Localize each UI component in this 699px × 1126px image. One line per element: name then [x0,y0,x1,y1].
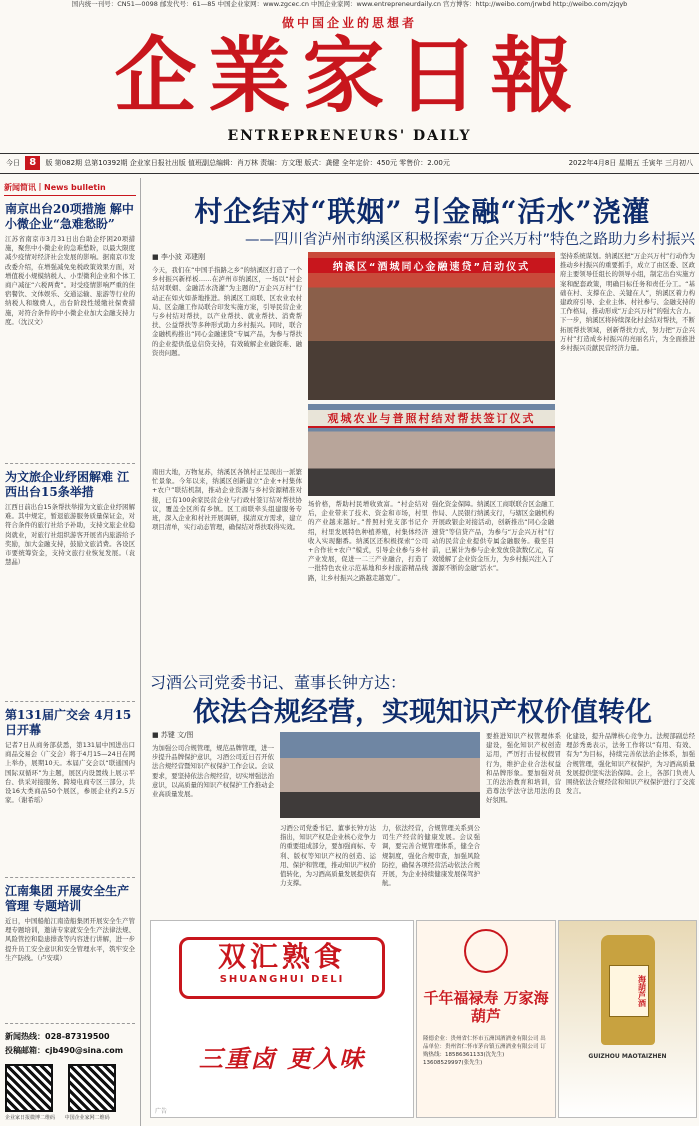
page-count-badge: 8 [25,156,40,170]
lead-headline[interactable]: 村企结对“联姻” 引金融“活水”浇灌 [194,195,651,228]
bulletin-title[interactable]: 南京出台20项措施 解中小微企业“急难愁盼” [5,202,134,231]
hulu-liquor-ad[interactable] [416,920,556,1118]
photo-banner: 观城农业与普照村结对帮扶签订仪式 [308,410,555,428]
news-bulletin-sidebar [0,178,141,1126]
ad-emblem-icon [464,929,508,973]
bulletin-title[interactable]: 江南集团 开展安全生产管理 专题培训 [5,884,130,913]
bulletin-item [0,470,140,695]
issue-info-bar [0,153,699,174]
second-column-4: 要推进知识产权管理体系建设，强化知识产权创造运用，严厉打击侵权假冒行为，维护企业合法权益和品牌形象。要加强对员工的法治教育和培训，营造尊法学法守法用法的良好氛围。 [486,732,561,805]
lead-column-3: 场价格，帮助村民增收致富。“村企结对后，企业带来了技术、资金和市场，村里的产业越来越好。”普照村党支部书记介绍，村里发展特色种植养殖，村集体经济收入实现翻番。纳溪区还积极探索“公司+合作社+农户”模式，引导企业参与乡村产业发展，促进一二三产业融合，打造了一批特色农业示范基地和乡村旅游精品线路，让乡村振兴之路越走越宽广。 [308,500,428,582]
qr-labels [5,1114,135,1121]
bulletin-item [0,202,140,457]
photo-banner: 纳溪区“酒城同心金融速贷”启动仪式 [308,258,555,273]
ad-brand-en: GUIZHOU MAOTAIZHEN [588,1053,667,1060]
second-photo [280,732,480,818]
ad-slogan: 三重卤 更入味 [198,1045,366,1073]
liquor-bottle-icon [601,935,655,1045]
bulletin-body: 江苏省南京市3月31日出台助企纾困20项措施，聚焦中小微企业的急难愁盼，以最大限度减少疫情对经济社会发展的影响。据南京市发改委介绍，在增强减免免税政策效果方面，对增值税小规模纳税人、小型微利企业和个体工商户减征“六税两费”。对受疫情影响严重的住宿餐饮、文体娱乐、交通运输、旅游等行业的纳税人和缴费人，出台阶段性缓缴社保费措施，对符合条件的中小微企业加大金融支持力度。（沈汉文） [5,235,135,326]
second-column-2: 习酒公司党委书记、董事长钟方达指出，知识产权是企业核心竞争力的重要组成部分，要加强商标、专利、版权等知识产权的创造、运用、保护和管理，推动知识产权价值转化，为习酒高质量发展提供有力支撑。 [280,824,376,888]
divider [5,877,135,878]
qr-code-icon[interactable] [68,1064,116,1112]
bulletin-body: 记者7日从商务部获悉，第131届中国进出口商品交易会（广交会）将于4月15—24日在网上举办，展期10天。本届广交会以“联通国内国际双循环”为主题，展区内设置线上展示平台、供采对接服务、跨境电商专区三部分，共设16大类商品50个展区，参展企业约2.5万家。（谢希瑶） [5,741,135,805]
lead-column-2: 南田大地，万物复苏，纳溪区各镇村正呈现出一派繁忙景象。今年以来，纳溪区创新建立“企业+村集体+农户”联结机制，推动企业资源与乡村资源精准对接，已有100余家民营企业与行政村签订结对帮扶协议，覆盖全区所有乡镇。区工商联牵头组建服务专班，深入企业和村社开展调研，摸清双方需求，建立项目清单，实行动态管理，确保结对帮扶取得实效。 [152,468,302,532]
ad-contact-info: 隆德企业：贵州省仁怀市五洲国酒酒业有限公司 出品单位：贵州省仁怀市茅台镇五洲酒业有限公司 订购热线：18586361133(沈先生) 13608529997(张先生) [423,1036,546,1066]
shuanghui-ad[interactable] [150,920,414,1118]
lead-subheadline: ——四川省泸州市纳溪区积极探索“万企兴万村”特色之路助力乡村振兴 [244,232,695,248]
second-headline[interactable]: 依法合规经营，实现知识产权价值转化 [193,697,652,728]
second-column-3: 力，依法经营，合规管理关系到公司生产经营的健康发展。会议强调，要完善合规管理体系，健全合规制度，强化合规审查，加强风险防控，确保各项经营活动依法合规开展，为企业持续健康发展保驾护航。 [382,824,480,888]
divider [5,463,135,464]
ad-logo-box [179,937,385,999]
submission-email[interactable]: 投稿邮箱：cjb490@sina.com [5,1046,124,1055]
second-column-5: 化建设，提升品牌核心竞争力。法规部副总经理彭秀勇表示，法务工作将以“有用、有效、有为”为目标，持续完善依法治企体系，加强合规管理，强化知识产权保护，为习酒高质量发展提供坚实法治保障。会上，各部门负责人围绕依法合规经营和知识产权保护进行了交流发言。 [566,732,695,796]
ad-slogan: 千年福禄寿 万家海葫芦 [423,989,549,1025]
masthead: 企業家日報 [114,28,585,124]
ad-tag: 广告 [155,1108,168,1115]
lead-photo-1 [308,252,555,400]
ad-brand-en: SHUANGHUI DELI [219,974,345,985]
issue-date: 2022年4月8日 星期五 壬寅年 三月初八 [568,159,693,167]
second-column-1: 为加强公司合规管理，规范品牌管理，进一步提升品牌保护意识，习酒公司近日召开依法合规经营暨知识产权保护工作会议。会议要求，要坚持依法合规经营，切实增强法治意识，以高质量的知识产权保护工作推动企业高质量发展。 [152,744,274,799]
issue-details: 版 第082期 总第10392期 企业家日报社出版 值班副总编辑：肖万林 责编：方文理 版式：龚健 全年定价：450元 零售价：2.00元 [45,159,450,167]
contact-info [5,1030,135,1058]
sidebar-header: 新闻简讯丨News bulletin [4,182,136,196]
masthead-english: ENTREPRENEURS' DAILY [227,128,472,144]
bulletin-title[interactable]: 为文旅企业纾困解难 江西出台15条举措 [5,470,130,499]
qr-label: 企业家日报微博二维码 [5,1115,56,1121]
second-byline: ■ 苏键 文/图 [152,731,194,739]
qr-code-icon[interactable] [5,1064,53,1112]
second-subheadline: 习酒公司党委书记、董事长钟方达： [150,673,407,692]
news-hotline: 新闻热线：028-87319500 [5,1032,110,1041]
lead-column-5: 坚持系统谋划。纳溪区把“万企兴万村”行动作为推动乡村振兴的重要抓手，成立了由区委、区政府主要领导任组长的领导小组，制定出台实施方案和配套政策，明确目标任务和责任分工。“基础在村、支撑在企、关键在人”，纳溪区着力构建政府引导、企业主体、村社参与、金融支持的工作格局，推动形成“万企兴万村”的强大合力。下一步，纳溪区将持续深化村企结对帮扶，不断拓展帮扶领域，创新帮扶方式，努力把“万企兴万村”打造成乡村振兴的亮丽名片，为全面推进乡村振兴贡献民营经济力量。 [560,252,695,353]
today-label: 今日 [6,159,20,167]
liquor-bottle-ad[interactable] [558,920,697,1118]
bulletin-item [0,708,140,871]
ad-brand-title: 双汇熟食 [217,940,346,973]
divider [5,701,135,702]
lead-column-4: 强化资金保障。纳溪区工商联联合区金融工作局、人民银行纳溪支行，与辖区金融机构开展政银企对接活动，创新推出“同心金融速贷”等信贷产品，为参与“万企兴万村”行动的民营企业提供专属金融服务。截至目前，已累计为参与企业发放贷款数亿元，有效缓解了企业资金压力，为乡村振兴注入了源源不断的金融“活水”。 [432,500,554,573]
bulletin-body: 江西日前出台15条帮扶举措为文旅企业纾困解难。其中规定，暂退旅游服务质量保证金，对符合条件的旅行社给予补助，支持文旅企业稳岗就业，对旅行社组织游客开展省内旅游给予奖励，加大金融支持，鼓励文旅消费。各设区市要统筹资金，支持文旅行业恢复发展。（袁慧晶） [5,503,135,567]
top-info-line: 国内统一刊号：CN51—0098 邮发代号：61—85 中国企业家网：www.zgcec.cn 中国企业家网：www.entrepreneurdaily.cn 官方博客：http://weibo.com/jrwbd http://weibo.com/zjqyb [71,0,628,8]
bulletin-title[interactable]: 第131届广交会 4月15日开幕 [5,708,132,737]
bulletin-body: 近日，中国船舶江南造船集团开展安全生产管理专题培训，邀请专家就安全生产法律法规、风险管控和隐患排查等内容进行讲解，进一步提升员工安全意识和安全管理水平，筑牢安全生产防线。（卢安琪） [5,917,135,962]
bottle-label: 海葫芦酒 [609,965,649,1017]
slogan: 做中国企业的思想者 [281,16,417,30]
qr-label: 中国企业家网二维码 [64,1115,110,1121]
lead-photo-2 [308,404,555,496]
lead-byline: ■ 李小波 邓建刚 [152,253,206,261]
divider [5,1023,135,1024]
lead-column-1: 今天，我们在“中国手指路之乡”的纳溪区打造了一个乡村振兴新样板……在泸州市纳溪区，一场以“村企结对联姻、金融活水浇灌”为主题的“万企兴万村”行动正在如火如荼地推进。纳溪区工商联、区农业农村局、区金融工作局联合印发实施方案，引导民营企业与乡村结对帮扶，以产业帮扶、就业帮扶、消费帮扶、公益帮扶等多种形式助力乡村振兴。同时，联合金融机构推出“同心金融速贷”专属产品，为参与帮扶的企业提供低息信贷支持，有效破解企业融资难、融资贵问题。 [152,266,302,357]
bulletin-item [0,884,140,1017]
